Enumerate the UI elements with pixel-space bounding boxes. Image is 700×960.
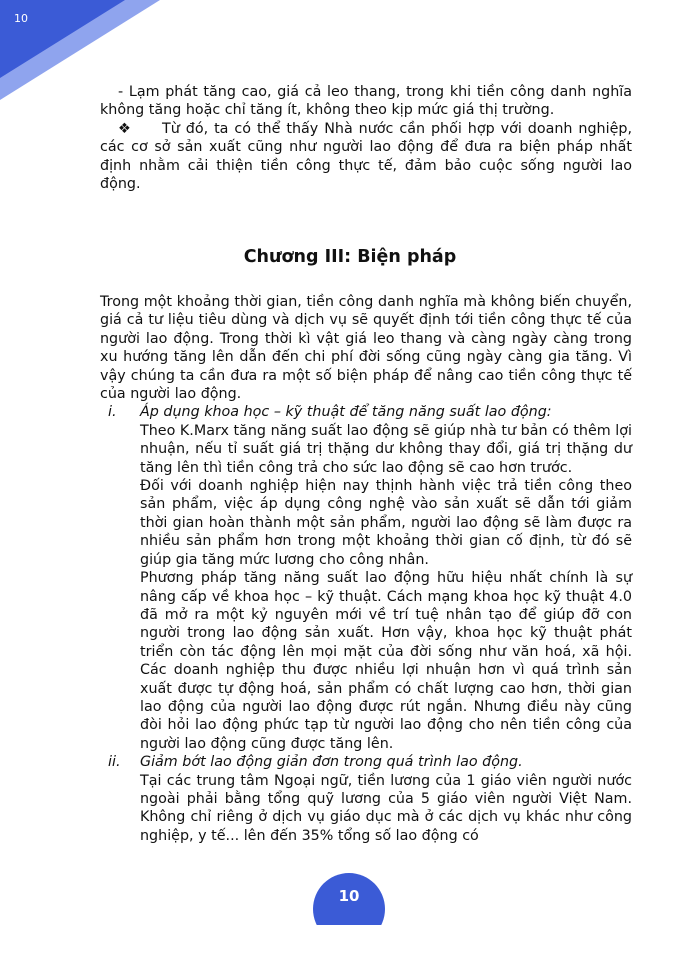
chapter-title: Chương III: Biện pháp (243, 247, 457, 267)
chapter-intro-paragraph: Trong một khoảng thời gian, tiền công danh nghĩa mà không biến chuyển, giá cả tư liệu tiêu dùng và dịch vụ sẽ quyết định tới tiền công thực tế của người lao động. Trong thời kì vật giá leo thang và càng ngày càng trong xu hướng tăng lên dẫn đến chi phí đời sống cũng ngày càng gia tăng. Vì vậy chúng ta cần đưa ra một số biện pháp để nâng cao tiền công thực tế của người lao động. (100, 294, 632, 403)
chapter-body (100, 293, 632, 845)
bullet-text: Từ đó, ta có thể thấy Nhà nước cần phối hợp với doanh nghiệp, các cơ sở sản xuất cũng như người lao động để đưa ra biện pháp nhất định nhằm cải thiện tiền công thực tế, đảm bảo cuộc sống người lao động. (100, 120, 632, 193)
list-numeral: ii. (108, 754, 121, 771)
measure-list (100, 403, 632, 845)
intro-section (100, 83, 632, 193)
list-item-title: Áp dụng khoa học – kỹ thuật để tăng năng suất lao động: (140, 404, 552, 421)
corner-page-number: 10 (14, 12, 28, 25)
bullet-paragraph (100, 120, 632, 194)
list-item (100, 403, 632, 753)
list-paragraph: Phương pháp tăng năng suất lao động hữu hiệu nhất chính là sự nâng cấp về khoa học – kỹ thuật. Cách mạng khoa học kỹ thuật 4.0 đã mở ra một kỷ nguyên mới về trí tuệ nhân tạo để giúp đỡ con người trong lao động sản xuất. Hơn vậy, khoa học kỹ thuật phát triển còn tác động lên mọi mặt của đời sống như văn hoá, xã hội. Các doanh nghiệp thu được nhiều lợi nhuận hơn vì quá trình sản xuất được tự động hoá, sản phẩm có chất lượng cao hơn, thời gian lao động của người lao động được rút ngắn. Nhưng điều này cũng đòi hỏi lao động phức tạp từ người lao động cho nên tiền công của người lao động cũng được tăng lên. (140, 570, 632, 752)
list-paragraph: Đối với doanh nghiệp hiện nay thịnh hành việc trả tiền công theo sản phẩm, việc áp dụng công nghệ vào sản xuất sẽ dẫn tới giảm thời gian hoàn thành một sản phẩm, người lao động sẽ làm được ra nhiều sản phẩm hơn trong một khoảng thời gian cố định, từ đó sẽ giúp gia tăng mức lương cho công nhân. (140, 478, 632, 568)
dash-paragraph: - Lạm phát tăng cao, giá cả leo thang, trong khi tiền công danh nghĩa không tăng hoặc chỉ tăng ít, không theo kịp mức giá thị trường. (100, 84, 632, 119)
page-number: 10 (338, 887, 360, 905)
list-numeral: i. (108, 404, 117, 421)
list-paragraph: Tại các trung tâm Ngoại ngữ, tiền lương của 1 giáo viên người nước ngoài phải bằng tổng quỹ lương của 5 giáo viên người Việt Nam. Không chỉ riêng ở dịch vụ giáo dục mà ở các dịch vụ khác như công nghiệp, y tế... lên đến 35% tổng số lao động có (140, 772, 632, 844)
list-item (100, 753, 632, 845)
list-item-title: Giảm bớt lao động giản đơn trong quá trình lao động. (140, 754, 523, 771)
list-paragraph: Theo K.Marx tăng năng suất lao động sẽ giúp nhà tư bản có thêm lợi nhuận, nếu tỉ suất giá trị thặng dư không thay đổi, giá trị thặng dư tăng lên thì tiền công trả cho sức lao động sẽ cao hơn trước. (140, 422, 632, 476)
diamond-bullet-icon: ❖ (118, 120, 133, 137)
